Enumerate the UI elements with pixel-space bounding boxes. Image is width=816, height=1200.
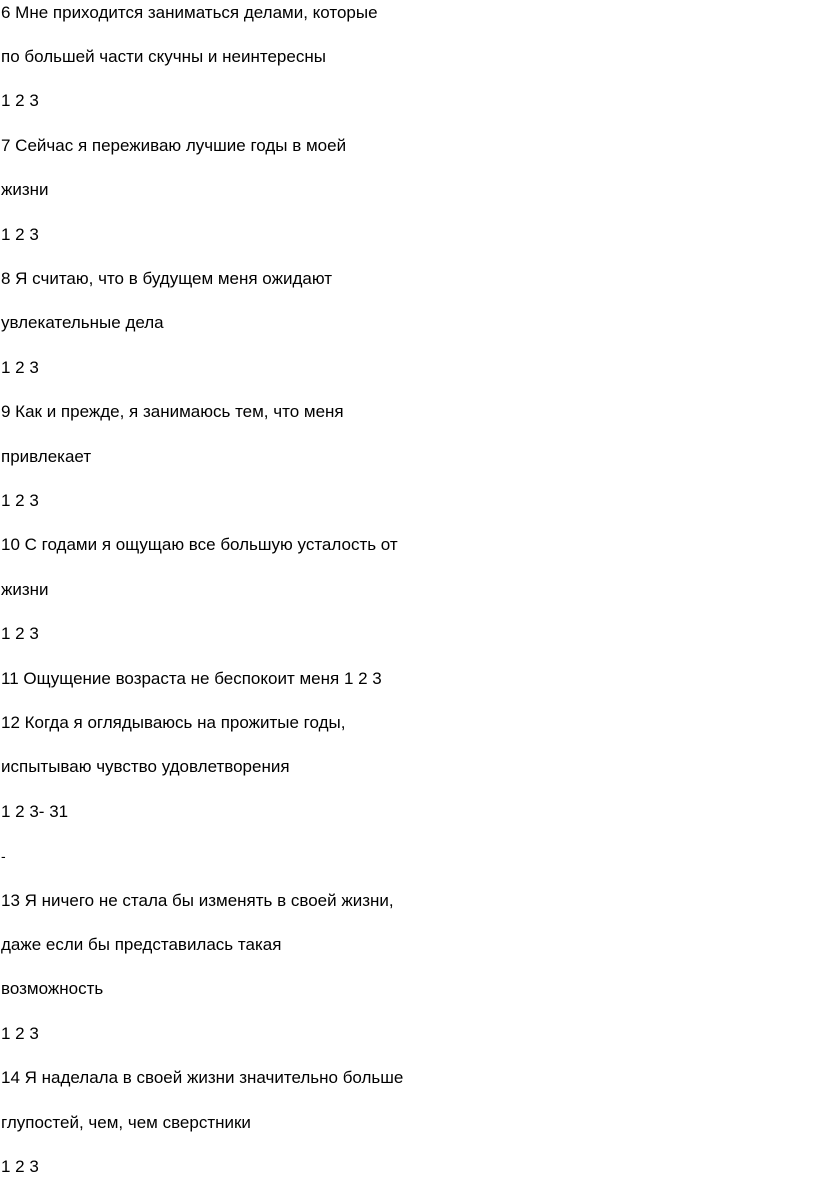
question-14-scale: 1 2 3 (1, 1157, 39, 1176)
question-10-line-2: жизни (1, 580, 49, 599)
question-8-line-1: 8 Я считаю, что в будущем меня ожидают (1, 269, 332, 288)
question-6-line-2: по большей части скучны и неинтересны (1, 47, 326, 66)
page-break-dash: - (1, 848, 6, 864)
question-8-scale: 1 2 3 (1, 358, 39, 377)
question-13-line-3: возможность (1, 979, 104, 998)
question-7-line-1: 7 Сейчас я переживаю лучшие годы в моей (1, 136, 347, 155)
question-6-scale: 1 2 3 (1, 91, 39, 110)
question-13-scale: 1 2 3 (1, 1024, 39, 1043)
question-13-line-1: 13 Я ничего не стала бы изменять в своей жизни, (1, 891, 394, 910)
question-13-line-2: даже если бы представилась такая (1, 935, 282, 954)
question-7-scale: 1 2 3 (1, 225, 39, 244)
question-9-line-1: 9 Как и прежде, я занимаюсь тем, что меня (1, 402, 344, 421)
question-7-line-2: жизни (1, 180, 49, 199)
question-12-line-1: 12 Когда я оглядываюсь на прожитые годы, (1, 713, 346, 732)
question-6-line-1: 6 Мне приходится заниматься делами, которые (1, 3, 378, 22)
question-9-line-2: привлекает (1, 447, 92, 466)
question-11-line-1: 11 Ощущение возраста не беспокоит меня 1 2 3 (1, 669, 382, 688)
question-9-scale: 1 2 3 (1, 491, 39, 510)
question-12-line-2: испытываю чувство удовлетворения (1, 757, 290, 776)
question-14-line-1: 14 Я наделала в своей жизни значительно больше (1, 1068, 404, 1087)
question-14-line-2: глупостей, чем, чем сверстники (1, 1113, 251, 1132)
question-10-line-1: 10 С годами я ощущаю все большую усталость от (1, 535, 398, 554)
question-8-line-2: увлекательные дела (1, 313, 164, 332)
question-12-scale: 1 2 3- 31 (1, 802, 69, 821)
question-10-scale: 1 2 3 (1, 624, 39, 643)
